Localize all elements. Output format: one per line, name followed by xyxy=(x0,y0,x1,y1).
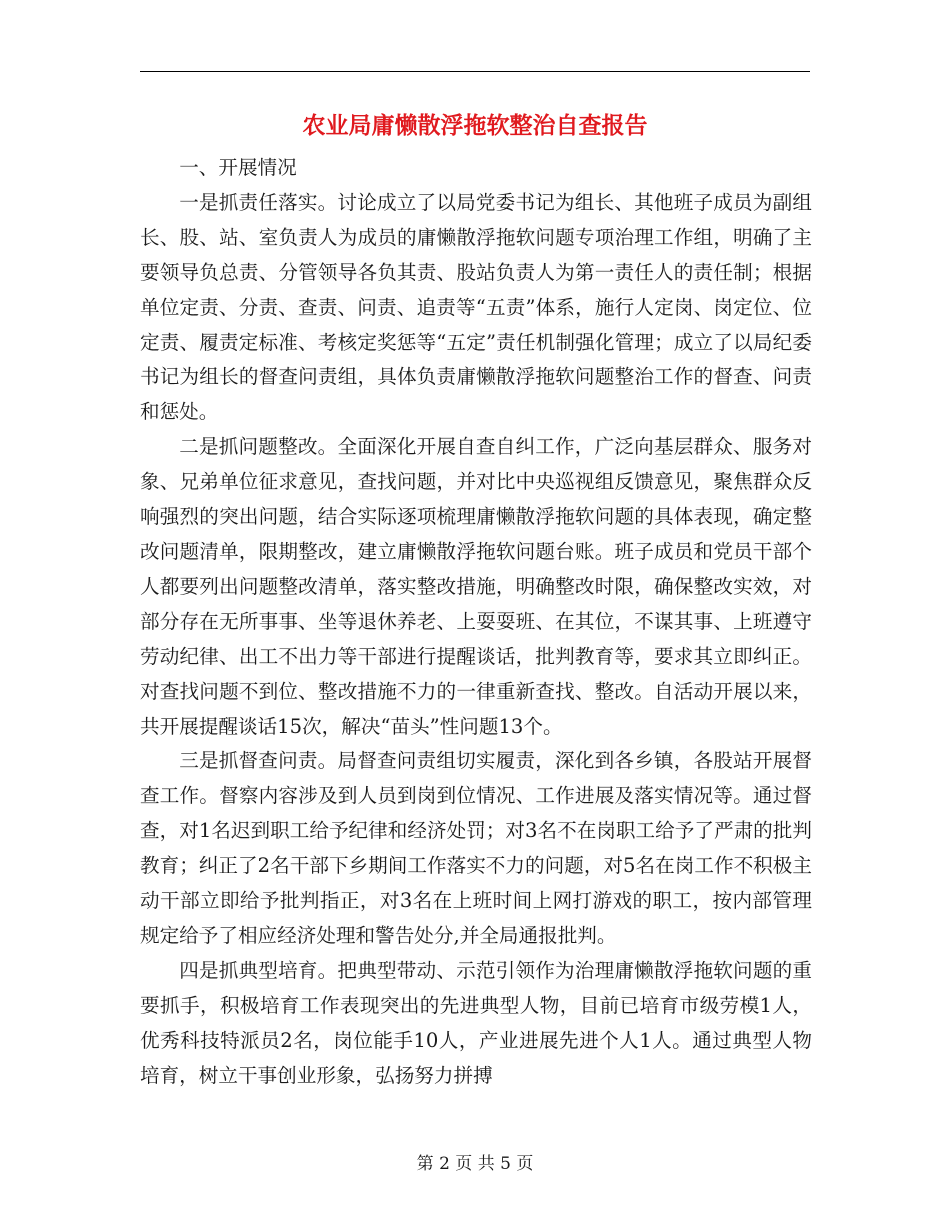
document-body xyxy=(140,151,812,1093)
header-rule xyxy=(140,71,810,72)
paragraph-responsibility: 一是抓责任落实。讨论成立了以局党委书记为组长、其他班子成员为副组长、股、站、室负责人为成员的庸懒散浮拖软问题专项治理工作组，明确了主要领导负总责、分管领导各负其责、股站负责人为第一责任人的责任制；根据单位定责、分责、查责、问责、追责等“五责”体系，施行人定岗、岗定位、位定责、履责定标准、考核定奖惩等“五定”责任机制强化管理；成立了以局纪委书记为组长的督查问责组，具体负责庸懒散浮拖软问题整治工作的督查、问责和惩处。 xyxy=(140,190,812,424)
paragraph-supervision: 三是抓督查问责。局督查问责组切实履责，深化到各乡镇，各股站开展督查工作。督察内容涉及到人员到岗到位情况、工作进展及落实情况等。通过督查，对1名迟到职工给予纪律和经济处罚；对3名不在岗职工给予了严肃的批判教育；纠正了2名干部下乡期间工作落实不力的问题，对5名在岗工作不积极主动干部立即给予批判指正，对3名在上班时间上网打游戏的职工，按内部管理规定给予了相应经济处理和警告处分,并全局通报批判。 xyxy=(140,749,812,947)
page-number: 第 2 页 共 5 页 xyxy=(416,1154,534,1174)
paragraph-rectification: 二是抓问题整改。全面深化开展自查自纠工作，广泛向基层群众、服务对象、兄弟单位征求意见，查找问题，并对比中央巡视组反馈意见，聚焦群众反响强烈的突出问题，结合实际逐项梳理庸懒散浮拖软问题的具体表现，确定整改问题清单，限期整改，建立庸懒散浮拖软问题台账。班子成员和党员干部个人都要列出问题整改清单，落实整改措施，明确整改时限，确保整改实效，对部分存在无所事事、坐等退休养老、上耍耍班、在其位，不谋其事、上班遵守劳动纪律、出工不出力等干部进行提醒谈话，批判教育等，要求其立即纠正。对查找问题不到位、整改措施不力的一律重新查找、整改。自活动开展以来，共开展提醒谈话15次，解决“苗头”性问题13个。 xyxy=(140,435,812,738)
paragraph-models: 四是抓典型培育。把典型带动、示范引领作为治理庸懒散浮拖软问题的重要抓手，积极培育工作表现突出的先进典型人物，目前已培育市级劳模1人，优秀科技特派员2名，岗位能手10人，产业进展先进个人1人。通过典型人物培育，树立干事创业形象，弘扬努力拼搏 xyxy=(140,958,812,1087)
document-title: 农业局庸懒散浮拖软整治自查报告 xyxy=(302,112,648,139)
section-heading: 一、开展情况 xyxy=(179,156,297,179)
